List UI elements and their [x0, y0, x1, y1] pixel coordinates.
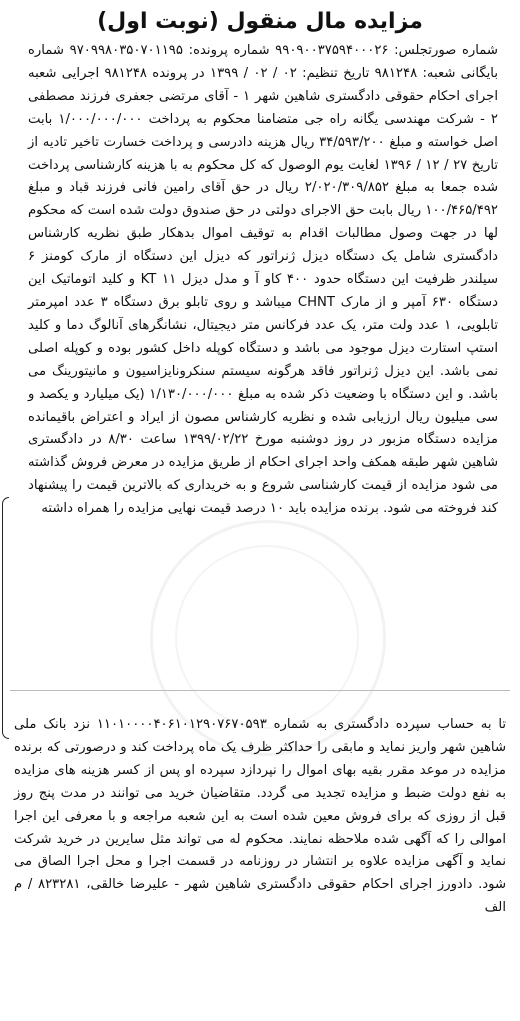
- notice-continued-section: [10, 714, 510, 920]
- notice-title: مزایده مال منقول (نوبت اول): [97, 9, 423, 34]
- column-bracket-mark: [2, 497, 9, 739]
- notice-continued-paragraph: تا به حساب سپرده دادگستری به شماره ۱۱۰۱۰۰۰۰۴۰۶۱۰۱۲۹۰۷۶۷۰۵۹۳ نزد بانک ملی شاهین شهر واریز نماید و مابقی را حداکثر ظرف یک ماه پرداخت کند و درصورتی که برنده مزایده در موعد مقرر بقیه بهای اموال را نپردازد سپرده او پس از کسر هزینه های مزایده به نفع دولت ضبط و مزایده تجدید می گردد. متقاضیان خرید می توانند در مدت پنج روز قبل از روزی که برای فروش معین شده است به این شعبه مراجعه و با معرفی این اجرا اموالی را که آگهی شده ملاحظه نمایند. محکوم له می تواند مثل سایرین در خرید شرکت نماید و آگهی مزایده علاوه بر انتشار در روزنامه در قسمت اجرا و محل اجرا الصاق می شود. دادورز اجرای احکام حقوقی دادگستری شاهین شهر - علیرضا خالقی، ۸۲۳۲۸۱ / م الف: [14, 717, 507, 916]
- notice-main-section: [10, 40, 510, 710]
- notice-main-paragraph: شماره صورتجلس: ۹۹۰۹۰۰۳۷۵۹۴۰۰۰۲۶ شماره پرونده: ۹۷۰۹۹۸۰۳۵۰۷۰۱۱۹۵ شماره بایگانی شعبه: ۹۸۱۲۴۸ تاریخ تنظیم: ۰۲ / ۰۲ / ۱۳۹۹ در پرونده ۹۸۱۲۴۸ اجرایی شعبه اجرای احکام حقوقی دادگستری شاهین شهر ۱ - آقای مرتضی جعفری فرزند مصطفی ۲ - شرکت مهندسی یگانه راه جی متضامنا محکوم به پرداخت ۱/۰۰۰/۰۰۰/۰۰۰ بابت اصل خواسته و مبلغ ۳۴/۵۹۳/۲۰۰ ریال هزینه دادرسی و پرداخت خسارت تاخیر تادیه از تاریخ ۲۷ / ۱۲ / ۱۳۹۶ لغایت یوم الوصول که کل محکوم به با هزینه کارشناسی پرداخت شده جمعا به مبلغ ۲/۰۲۰/۳۰۹/۸۵۲ ریال در حق آقای رامین فانی فرزند قباد و مبلغ ۱۰۰/۴۶۵/۴۹۲ ریال بابت حق الاجرای دولتی در حق صندوق دولت شده است که محکوم لها در جهت وصول مطالبات اقدام به توقیف اموال بدهکار طبق نظریه کارشناس دادگستری شامل یک دستگاه دیزل ژنراتور که دیزل این دستگاه از مارک کومنز ۶ سیلندر ظرفیت این دستگاه حدود ۴۰۰ کاو آ و مدل دیزل KT ۱۱ و کلید اتوماتیک این دستگاه ۶۳۰ آمپر و از مارک CHNT میباشد و روی تابلو برق دستگاه ۳ عدد امپرمتر تابلویی، ۱ عدد ولت متر، یک عدد فرکانس متر دیجیتال، نشانگرهای آنالوگ دما و کلید استپ استارت دیزل موجود می باشد و دستگاه کوپله داخل کشور بوده و کوپله اصلی نمی باشد. این دیزل ژنراتور فاقد هرگونه سیستم سنکرونایزاسیون و مانیتورینگ می باشد. و این دستگاه با وضعیت ذکر شده به مبلغ ۱/۱۳۰/۰۰۰/۰۰۰ (یک میلیارد و یکصد و سی میلیون ریال ارزیابی شده و نظریه کارشناس مصون از ایراد و اعتراض باقیمانده مزایده دستگاه مزبور در روز دوشنبه مورخ ۱۳۹۹/۰۲/۲۲ ساعت ۸/۳۰ در دادگستری شاهین شهر طبقه همکف واحد اجرای احکام از طریق مزایده در معرض فروش گذاشته می شود مزایده از قیمت کارشناسی شروع و به خریداری که بالاترین قیمت را پیشنهاد کند فروخته می شود. برنده مزایده باید ۱۰ درصد قیمت نهایی مزایده را همراه داشته: [27, 43, 499, 517]
- column-divider: [10, 690, 510, 691]
